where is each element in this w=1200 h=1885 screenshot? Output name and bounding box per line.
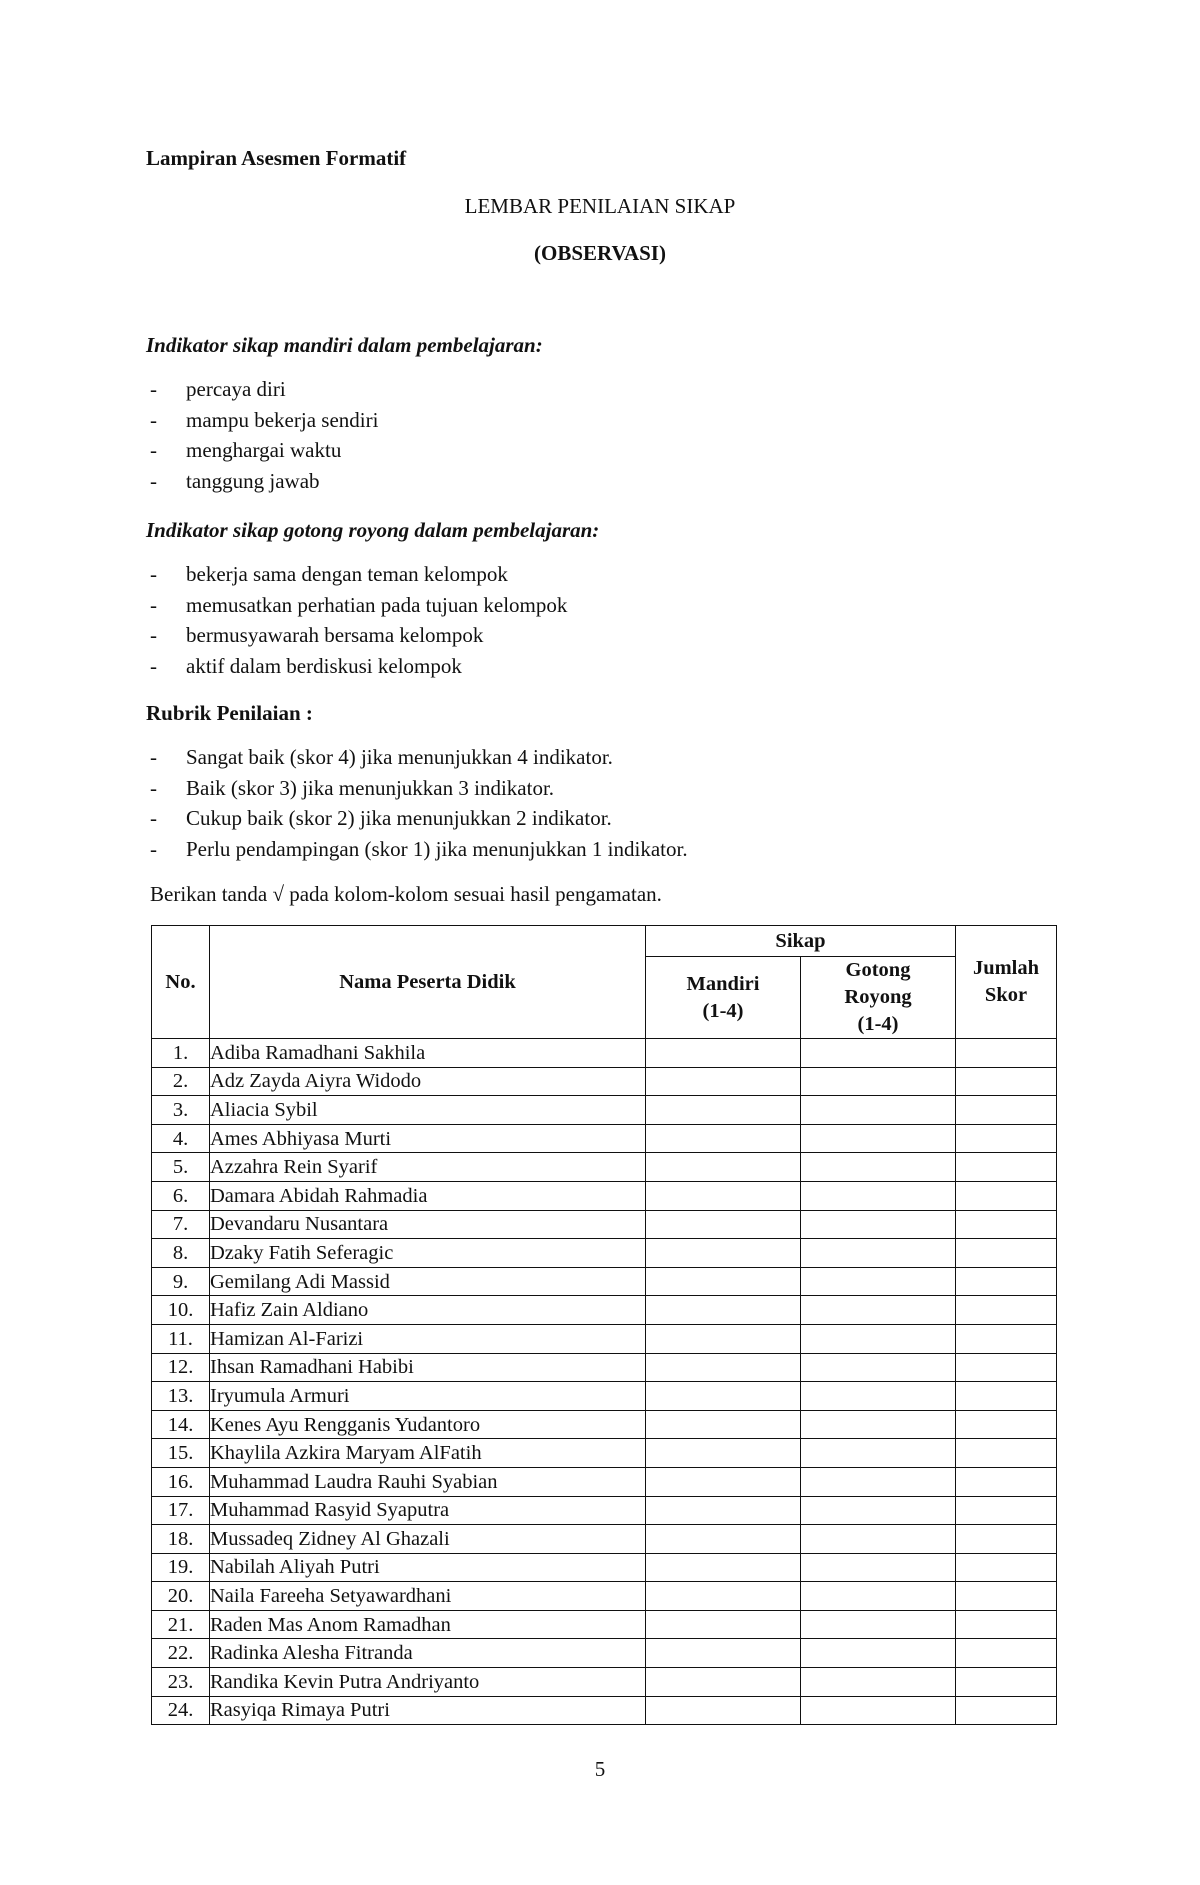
mandiri-score-cell[interactable]	[646, 1467, 801, 1496]
jumlah-skor-cell[interactable]	[956, 1210, 1057, 1239]
jumlah-skor-cell[interactable]	[956, 1067, 1057, 1096]
row-number: 13.	[152, 1382, 210, 1411]
student-name: Ames Abhiyasa Murti	[210, 1124, 646, 1153]
list-item-text: bekerja sama dengan teman kelompok	[186, 562, 508, 586]
table-row	[152, 1467, 1057, 1496]
row-number: 16.	[152, 1467, 210, 1496]
gotong-royong-score-cell[interactable]	[801, 1382, 956, 1411]
bullet-dash: -	[150, 468, 157, 493]
table-row	[152, 1382, 1057, 1411]
table-row	[152, 1696, 1057, 1725]
mandiri-score-cell[interactable]	[646, 1210, 801, 1239]
mandiri-score-cell[interactable]	[646, 1353, 801, 1382]
mandiri-score-cell[interactable]	[646, 1496, 801, 1525]
student-name: Muhammad Laudra Rauhi Syabian	[210, 1467, 646, 1496]
list-item-text: tanggung jawab	[186, 468, 320, 493]
mandiri-score-cell[interactable]	[646, 1124, 801, 1153]
mandiri-score-cell[interactable]	[646, 1239, 801, 1268]
table-row	[152, 1124, 1057, 1153]
bullet-dash: -	[150, 745, 157, 769]
list-item	[146, 466, 1066, 497]
row-number: 15.	[152, 1439, 210, 1468]
list-item-text: mampu bekerja sendiri	[186, 407, 379, 432]
header-jumlah-line2: Skor	[984, 984, 1028, 1006]
mandiri-score-cell[interactable]	[646, 1096, 801, 1125]
row-number: 19.	[152, 1553, 210, 1582]
mandiri-indicator-list	[146, 374, 1066, 496]
mandiri-score-cell[interactable]	[646, 1639, 801, 1668]
jumlah-skor-cell[interactable]	[956, 1124, 1057, 1153]
table-row	[152, 1181, 1057, 1210]
row-number: 1.	[152, 1039, 210, 1068]
table-row	[152, 1639, 1057, 1668]
jumlah-skor-cell[interactable]	[956, 1525, 1057, 1554]
gotong-royong-score-cell[interactable]	[801, 1467, 956, 1496]
table-row	[152, 1267, 1057, 1296]
gotong-royong-score-cell[interactable]	[801, 1324, 956, 1353]
gotong-royong-score-cell[interactable]	[801, 1096, 956, 1125]
gotong-royong-score-cell[interactable]	[801, 1353, 956, 1382]
student-name: Damara Abidah Rahmadia	[210, 1181, 646, 1210]
table-row	[152, 1353, 1057, 1382]
jumlah-skor-cell[interactable]	[956, 1181, 1057, 1210]
jumlah-skor-cell[interactable]	[956, 1324, 1057, 1353]
header-sikap: Sikap	[646, 926, 956, 957]
mandiri-score-cell[interactable]	[646, 1582, 801, 1611]
header-no: No.	[152, 926, 210, 1039]
bullet-dash: -	[150, 407, 157, 432]
jumlah-skor-cell[interactable]	[956, 1496, 1057, 1525]
row-number: 17.	[152, 1496, 210, 1525]
list-item-text: percaya diri	[186, 377, 286, 401]
list-item-text: aktif dalam berdiskusi kelompok	[186, 653, 462, 678]
student-name: Raden Mas Anom Ramadhan	[210, 1610, 646, 1639]
list-item	[146, 374, 1066, 405]
table-row	[152, 1668, 1057, 1697]
gotong-royong-score-cell[interactable]	[801, 1668, 956, 1697]
table-row	[152, 1410, 1057, 1439]
gotong-royong-score-cell[interactable]	[801, 1067, 956, 1096]
header-gotong-line3: (1-4)	[857, 1013, 899, 1035]
mandiri-indicator-section	[146, 330, 1066, 496]
row-number: 11.	[152, 1324, 210, 1353]
document-title: LEMBAR PENILAIAN SIKAP	[464, 194, 736, 218]
row-number: 10.	[152, 1296, 210, 1325]
document-label: Lampiran Asesmen Formatif	[146, 146, 407, 170]
row-number: 3.	[152, 1096, 210, 1125]
student-name: Adiba Ramadhani Sakhila	[210, 1039, 646, 1068]
mandiri-score-cell[interactable]	[646, 1153, 801, 1182]
student-name: Randika Kevin Putra Andriyanto	[210, 1668, 646, 1697]
attitude-score-table	[151, 925, 1057, 1725]
list-item	[146, 773, 1066, 804]
list-item	[146, 405, 1066, 436]
bullet-dash: -	[150, 592, 157, 617]
gotong-royong-score-cell[interactable]	[801, 1410, 956, 1439]
student-name: Aliacia Sybil	[210, 1096, 646, 1125]
row-number: 24.	[152, 1696, 210, 1725]
mandiri-score-cell[interactable]	[646, 1324, 801, 1353]
table-row	[152, 1439, 1057, 1468]
mandiri-indicator-heading: Indikator sikap mandiri dalam pembelajaran:	[146, 333, 543, 357]
list-item	[146, 651, 1066, 682]
gotong-royong-score-cell[interactable]	[801, 1153, 956, 1182]
table-row	[152, 1582, 1057, 1611]
row-number: 18.	[152, 1525, 210, 1554]
table-row	[152, 1096, 1057, 1125]
mandiri-score-cell[interactable]	[646, 1439, 801, 1468]
gotong-royong-score-cell[interactable]	[801, 1267, 956, 1296]
table-row	[152, 1296, 1057, 1325]
jumlah-skor-cell[interactable]	[956, 1039, 1057, 1068]
mandiri-score-cell[interactable]	[646, 1410, 801, 1439]
list-item-text: Cukup baik (skor 2) jika menunjukkan 2 indikator.	[186, 806, 612, 830]
student-name: Hamizan Al-Farizi	[210, 1324, 646, 1353]
list-item	[146, 742, 1066, 773]
row-number: 14.	[152, 1410, 210, 1439]
gotong-royong-score-cell[interactable]	[801, 1496, 956, 1525]
jumlah-skor-cell[interactable]	[956, 1467, 1057, 1496]
table-row	[152, 1210, 1057, 1239]
row-number: 21.	[152, 1610, 210, 1639]
header-mandiri-line1: Mandiri	[686, 972, 760, 995]
header-gotong-line1: Gotong	[845, 959, 911, 981]
rubrik-section	[146, 698, 1066, 864]
instruction-text: Berikan tanda √ pada kolom-kolom sesuai hasil pengamatan.	[150, 882, 662, 906]
table-row	[152, 1239, 1057, 1268]
header-name: Nama Peserta Didik	[210, 926, 646, 1039]
list-item	[146, 620, 1066, 651]
header-jumlah-skor	[956, 926, 1057, 1039]
list-item-text: Sangat baik (skor 4) jika menunjukkan 4 indikator.	[186, 745, 613, 769]
student-name: Rasyiqa Rimaya Putri	[210, 1696, 646, 1725]
mandiri-score-cell[interactable]	[646, 1525, 801, 1554]
list-item-text: menghargai waktu	[186, 438, 342, 462]
list-item-text: bermusyawarah bersama kelompok	[186, 623, 484, 647]
gotong-royong-indicator-section	[146, 515, 1066, 681]
row-number: 6.	[152, 1181, 210, 1210]
bullet-dash: -	[150, 562, 157, 586]
mandiri-score-cell[interactable]	[646, 1296, 801, 1325]
table-row	[152, 1610, 1057, 1639]
student-name: Adz Zayda Aiyra Widodo	[210, 1067, 646, 1096]
bullet-dash: -	[150, 377, 157, 401]
student-name: Dzaky Fatih Seferagic	[210, 1239, 646, 1268]
student-name: Radinka Alesha Fitranda	[210, 1639, 646, 1668]
jumlah-skor-cell[interactable]	[956, 1296, 1057, 1325]
jumlah-skor-cell[interactable]	[956, 1610, 1057, 1639]
bullet-dash: -	[150, 806, 157, 830]
gotong-royong-score-cell[interactable]	[801, 1039, 956, 1068]
row-number: 4.	[152, 1124, 210, 1153]
row-number: 8.	[152, 1239, 210, 1268]
list-item	[146, 559, 1066, 590]
table-row	[152, 1153, 1057, 1182]
jumlah-skor-cell[interactable]	[956, 1553, 1057, 1582]
page-number: 5	[594, 1757, 606, 1781]
student-name: Muhammad Rasyid Syaputra	[210, 1496, 646, 1525]
table-row	[152, 1324, 1057, 1353]
mandiri-score-cell[interactable]	[646, 1610, 801, 1639]
gotong-royong-score-cell[interactable]	[801, 1696, 956, 1725]
row-number: 7.	[152, 1210, 210, 1239]
header-jumlah-line1: Jumlah	[972, 957, 1040, 979]
jumlah-skor-cell[interactable]	[956, 1582, 1057, 1611]
list-item-text: Perlu pendampingan (skor 1) jika menunjukkan 1 indikator.	[186, 836, 688, 861]
jumlah-skor-cell[interactable]	[956, 1668, 1057, 1697]
row-number: 22.	[152, 1639, 210, 1668]
bullet-dash: -	[150, 438, 157, 462]
gotong-royong-score-cell[interactable]	[801, 1439, 956, 1468]
table-row	[152, 1525, 1057, 1554]
jumlah-skor-cell[interactable]	[956, 1353, 1057, 1382]
student-name: Mussadeq Zidney Al Ghazali	[210, 1525, 646, 1554]
student-name: Kenes Ayu Rengganis Yudantoro	[210, 1410, 646, 1439]
student-name: Nabilah Aliyah Putri	[210, 1553, 646, 1582]
row-number: 23.	[152, 1668, 210, 1697]
row-number: 5.	[152, 1153, 210, 1182]
jumlah-skor-cell[interactable]	[956, 1096, 1057, 1125]
header-mandiri-line2: (1-4)	[702, 999, 744, 1022]
student-name: Naila Fareeha Setyawardhani	[210, 1582, 646, 1611]
list-item	[146, 435, 1066, 466]
row-number: 2.	[152, 1067, 210, 1096]
jumlah-skor-cell[interactable]	[956, 1639, 1057, 1668]
rubrik-list	[146, 742, 1066, 864]
list-item	[146, 803, 1066, 834]
score-table-body	[152, 1039, 1057, 1725]
row-number: 9.	[152, 1267, 210, 1296]
rubrik-heading: Rubrik Penilaian :	[146, 701, 313, 725]
mandiri-score-cell[interactable]	[646, 1039, 801, 1068]
row-number: 20.	[152, 1582, 210, 1611]
jumlah-skor-cell[interactable]	[956, 1439, 1057, 1468]
gotong-royong-score-cell[interactable]	[801, 1582, 956, 1611]
gotong-royong-score-cell[interactable]	[801, 1639, 956, 1668]
gotong-royong-score-cell[interactable]	[801, 1239, 956, 1268]
gotong-royong-score-cell[interactable]	[801, 1210, 956, 1239]
jumlah-skor-cell[interactable]	[956, 1239, 1057, 1268]
student-name: Khaylila Azkira Maryam AlFatih	[210, 1439, 646, 1468]
bullet-dash: -	[150, 836, 157, 861]
gotong-royong-score-cell[interactable]	[801, 1296, 956, 1325]
student-name: Ihsan Ramadhani Habibi	[210, 1353, 646, 1382]
gotong-royong-indicator-heading: Indikator sikap gotong royong dalam pembelajaran:	[146, 518, 600, 542]
gotong-royong-score-cell[interactable]	[801, 1553, 956, 1582]
list-item-text: memusatkan perhatian pada tujuan kelompok	[186, 592, 568, 617]
gotong-royong-score-cell[interactable]	[801, 1525, 956, 1554]
list-item	[146, 834, 1066, 865]
student-name: Devandaru Nusantara	[210, 1210, 646, 1239]
header-gotong-royong	[801, 957, 956, 1039]
student-name: Azzahra Rein Syarif	[210, 1153, 646, 1182]
mandiri-score-cell[interactable]	[646, 1696, 801, 1725]
mandiri-score-cell[interactable]	[646, 1181, 801, 1210]
jumlah-skor-cell[interactable]	[956, 1267, 1057, 1296]
list-item	[146, 590, 1066, 621]
mandiri-score-cell[interactable]	[646, 1067, 801, 1096]
mandiri-score-cell[interactable]	[646, 1267, 801, 1296]
gotong-royong-score-cell[interactable]	[801, 1610, 956, 1639]
mandiri-score-cell[interactable]	[646, 1668, 801, 1697]
header-mandiri	[646, 957, 801, 1039]
jumlah-skor-cell[interactable]	[956, 1153, 1057, 1182]
table-row	[152, 1067, 1057, 1096]
jumlah-skor-cell[interactable]	[956, 1410, 1057, 1439]
jumlah-skor-cell[interactable]	[956, 1696, 1057, 1725]
bullet-dash: -	[150, 623, 157, 647]
mandiri-score-cell[interactable]	[646, 1553, 801, 1582]
student-name: Iryumula Armuri	[210, 1382, 646, 1411]
gotong-royong-score-cell[interactable]	[801, 1181, 956, 1210]
bullet-dash: -	[150, 653, 157, 678]
mandiri-score-cell[interactable]	[646, 1382, 801, 1411]
student-name: Hafiz Zain Aldiano	[210, 1296, 646, 1325]
table-row	[152, 1553, 1057, 1582]
table-row	[152, 1039, 1057, 1068]
document-subtitle: (OBSERVASI)	[534, 241, 666, 265]
row-number: 12.	[152, 1353, 210, 1382]
jumlah-skor-cell[interactable]	[956, 1382, 1057, 1411]
student-name: Gemilang Adi Massid	[210, 1267, 646, 1296]
bullet-dash: -	[150, 775, 157, 800]
header-gotong-line2: Royong	[844, 986, 912, 1008]
table-row	[152, 1496, 1057, 1525]
gotong-royong-indicator-list	[146, 559, 1066, 681]
gotong-royong-score-cell[interactable]	[801, 1124, 956, 1153]
list-item-text: Baik (skor 3) jika menunjukkan 3 indikator.	[186, 775, 555, 800]
